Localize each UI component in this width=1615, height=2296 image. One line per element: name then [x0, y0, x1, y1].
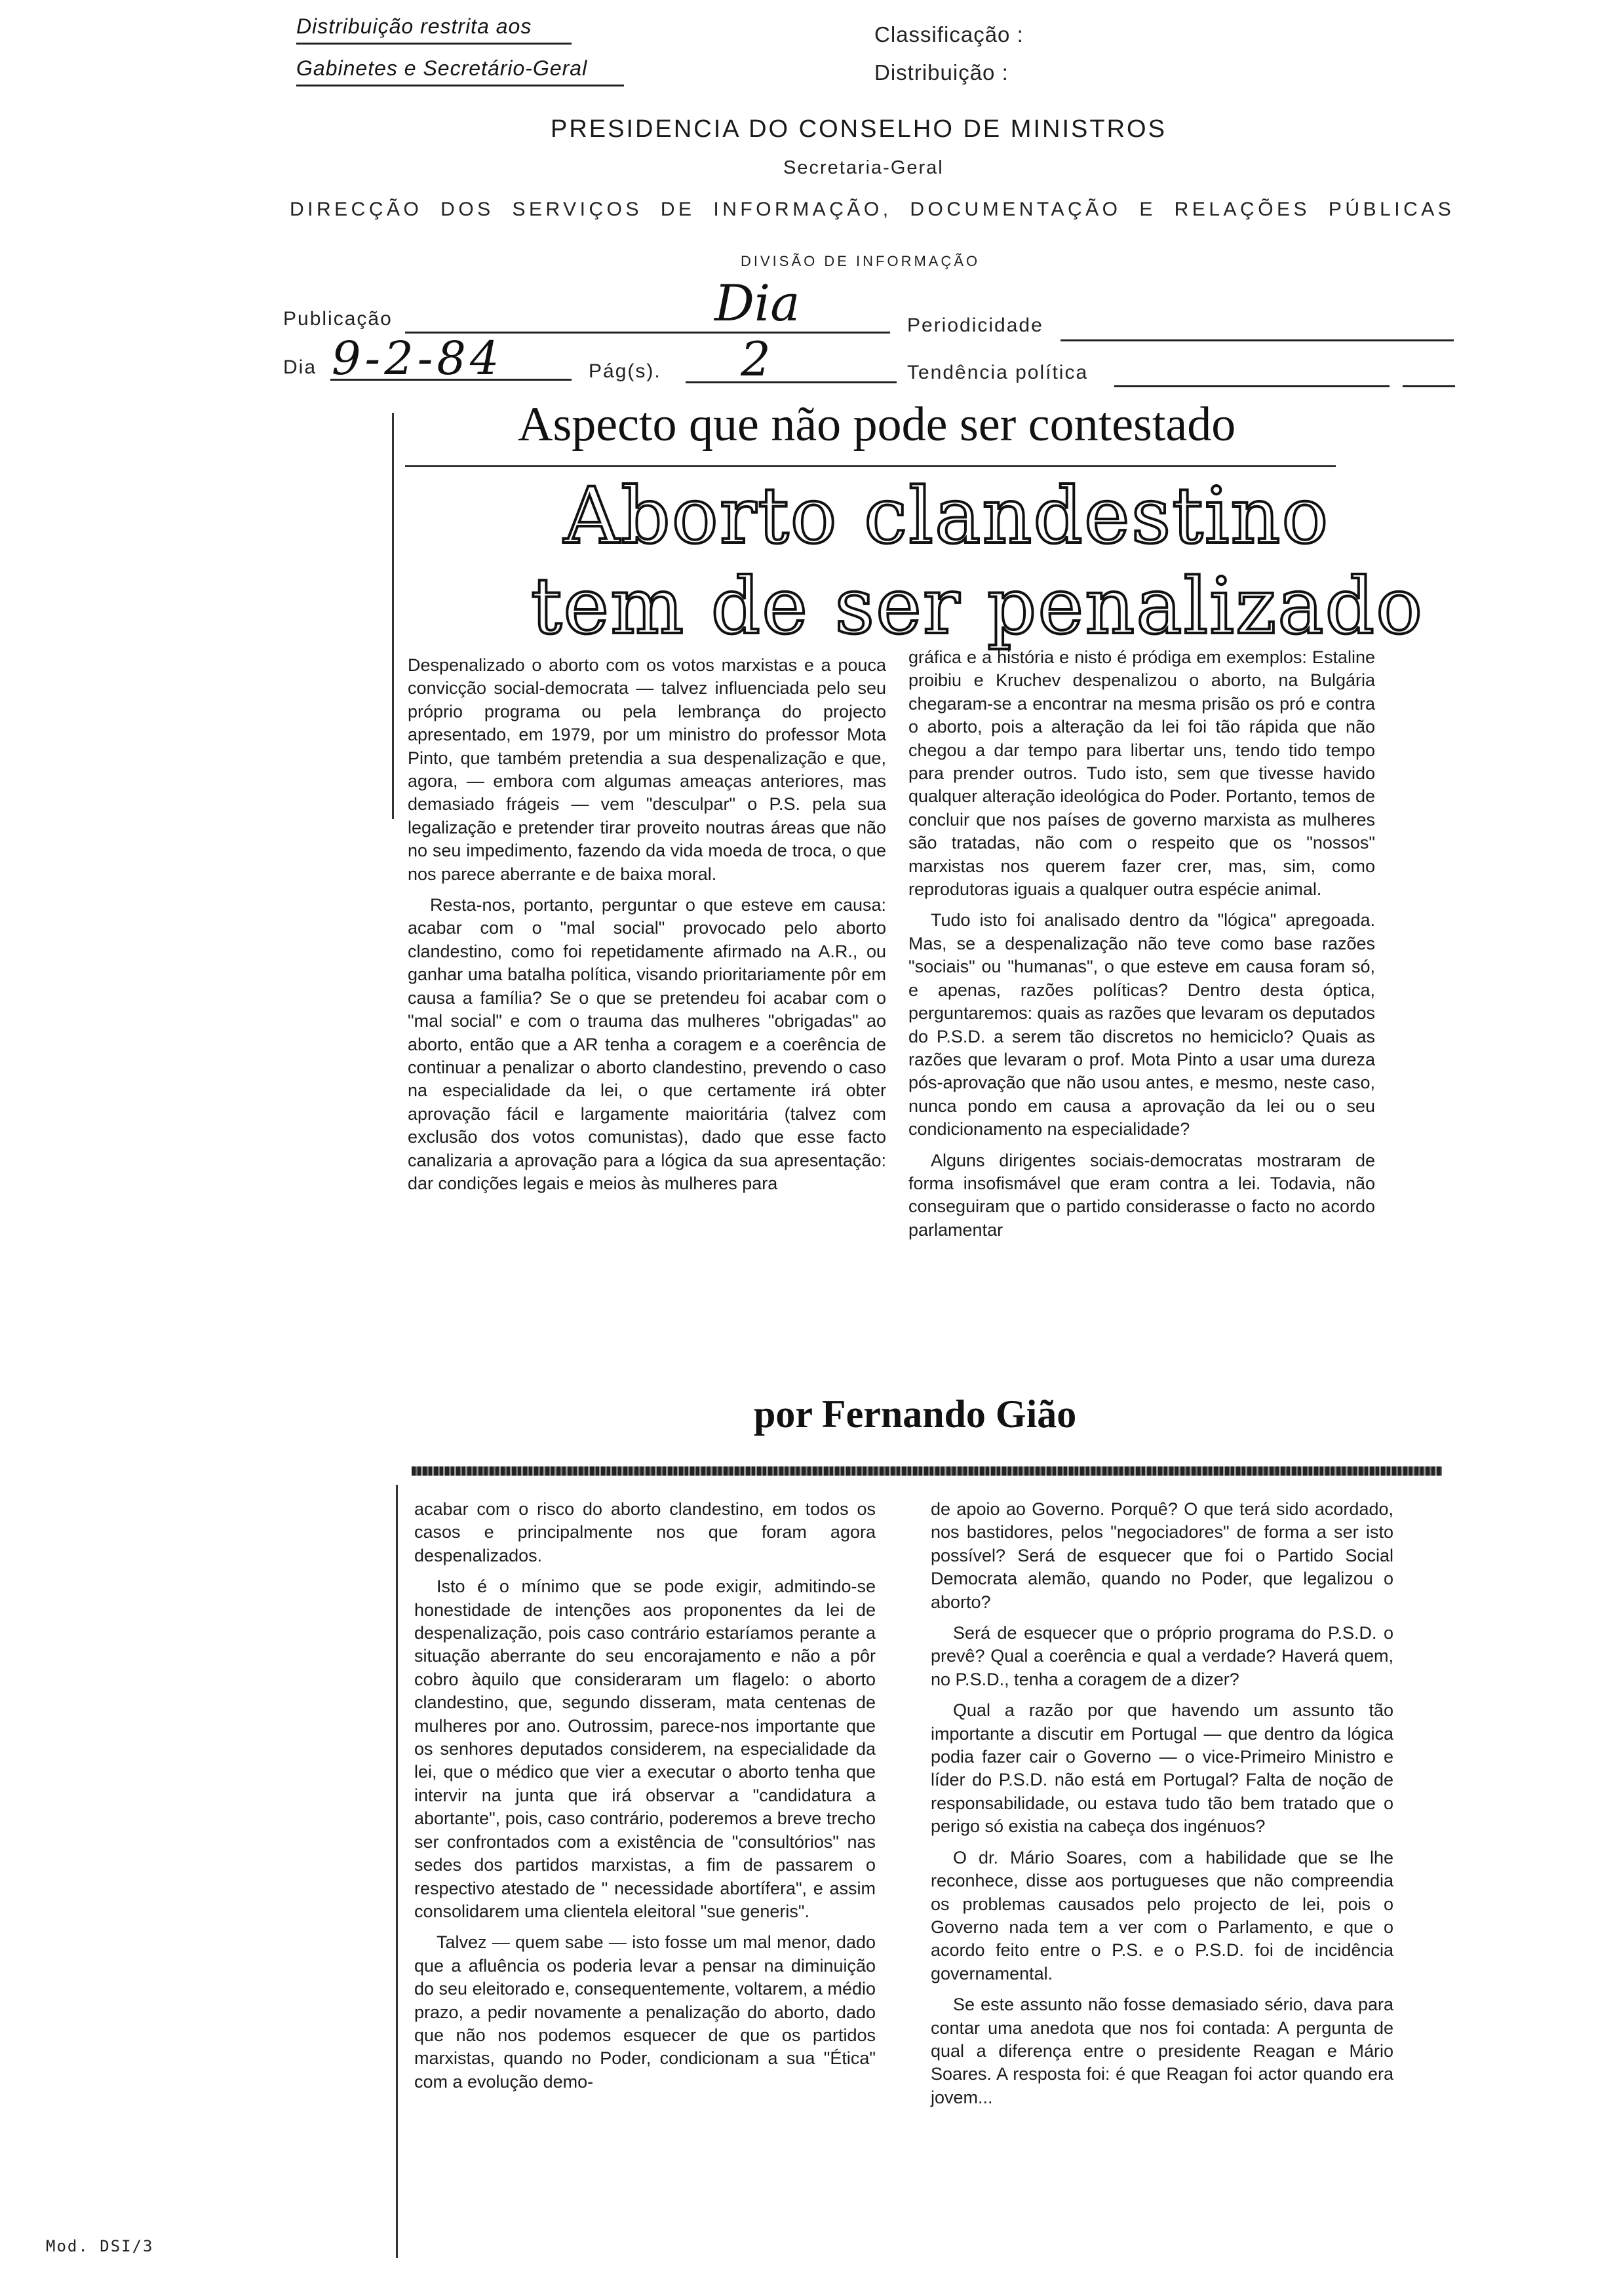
article-column-1: [408, 654, 886, 1203]
periodicidade-line: [1060, 339, 1454, 341]
col3-paragraph-1: acabar com o risco do aborto clandestino, em todos os casos e principalmente nos que foram agora despenalizados.: [414, 1499, 876, 1565]
classificacao-label: Classificação :: [874, 22, 1024, 47]
col1-paragraph-1: Despenalizado o aborto com os votos marxistas e a pouca convicção social-democrata — talvez influenciada pelo seu próprio programa ou pela lembrança do projecto apresentado, em 1979, por um ministro do professor Mota Pinto, que também pretendia a sua despenalização e que, agora, — embora com algumas ameaças anteriores, mas demasiado frágeis — vem "desculpar" o P.S. pela sua legalização e pretender tirar proveito noutras áreas que não no seu impedimento, fazendo da vida moeda de troca, o que nos parece aberrante e de baixa moral.: [408, 655, 886, 884]
lower-left-rule: [396, 1485, 398, 2258]
col4-paragraph-5: Se este assunto não fosse demasiado sério, dava para contar uma anedota que nos foi contada: A pergunta de qual a diferença entre o presidente Reagan e Mário Soares. A resposta foi: é que Reagan foi actor quando era jovem...: [931, 1995, 1393, 2107]
tendencia-line: [1114, 385, 1390, 387]
model-code: Mod. DSI/3: [46, 2237, 154, 2255]
divisao-line: DIVISÃO DE INFORMAÇÃO: [741, 253, 981, 269]
publicacao-label: Publicação: [283, 308, 393, 330]
col4-paragraph-4: O dr. Mário Soares, com a habilidade que se lhe reconhece, disse aos portugueses que não compreendia os problemas causados pelo projecto de lei, pois o Governo nada tem a ver com o Parlamento, e que o acordo feito entre o P.S. e o P.S.D. foi de incidência governamental.: [931, 1847, 1393, 1983]
article-column-3: [414, 1498, 876, 2101]
article-byline: por Fernando Gião: [754, 1392, 1077, 1436]
col3-paragraph-2: Isto é o mínimo que se pode exigir, admitindo-se honestidade de intenções aos proponentes da lei de despenalização, pois caso contrário estaríamos perante a situação aberrante do seu encorajamento e não a pôr cobro àquilo que consideraram um flagelo: o aborto clandestino, que, segundo disseram, mata centenas de mulheres por ano. Outrossim, parece-nos importante que os senhores deputados considerem, na especialidade da lei, que o médico que vier a executar o aborto tenha que intervir na junta que irá observar a "candidatura a abortante", pois, caso contrário, poderemos a breve trecho ser confrontados com a existência de "consultórios" nas sedes dos partidos marxistas, a fim de passarem o respectivo atestado de " necessidade abortífera", e assim consolidarem uma clientela eleitoral "sue generis".: [414, 1577, 876, 1921]
direccao-line: DIRECÇÃO DOS SERVIÇOS DE INFORMAÇÃO, DOCUMENTAÇÃO E RELAÇÕES PÚBLICAS: [290, 199, 1455, 220]
byline-rule: [412, 1466, 1442, 1476]
dia-handwritten: 9-2-84: [332, 332, 503, 385]
col2-paragraph-3: Alguns dirigentes sociais-democratas mostraram de forma insofismável que eram contra a lei. Todavia, não conseguiram que o partido considerasse o facto no acordo parlamentar: [908, 1150, 1375, 1240]
tendencia-line-end: [1403, 385, 1455, 387]
kicker-rule: [405, 465, 1336, 467]
article-kicker: Aspecto que não pode ser contestado: [518, 398, 1236, 451]
pags-label: Pág(s).: [589, 360, 661, 382]
periodicidade-label: Periodicidade: [907, 315, 1043, 336]
tendencia-label: Tendência política: [907, 362, 1089, 383]
publicacao-handwritten: Dia: [714, 274, 800, 332]
pags-line: [686, 381, 897, 383]
headline-line-2: tem de ser penalizado: [531, 561, 1424, 651]
pags-handwritten: 2: [741, 332, 771, 387]
col2-paragraph-1: gráfica e a história e nisto é pródiga em exemplos: Estaline proibiu e Kruchev despenalizou o aborto, na Bulgária chegaram-se a encontrar na mesma prisão os pró e contra o aborto, pois a alteração da lei foi tão rápida que não chegou a dar tempo para libertar uns, tendo tido tempo para prender outros. Tudo isto, sem que tivesse havido qualquer alteração ideológica do Poder. Portanto, temos de concluir que nos países de governo marxista as mulheres são tratadas, não com o respeito que os "nossos" marxistas nos querem fazer crer, mas, sim, como reprodutoras iguais a qualquer outra espécie animal.: [908, 647, 1375, 900]
col4-paragraph-3: Qual a razão por que havendo um assunto tão importante a discutir em Portugal — que dentro da lógica podia fazer cair o Governo — o vice-Primeiro Ministro e líder do P.S.D. não está em Portugal? Falta de noção de responsabilidade, ou estava tudo tão bem tratado que o perigo só existia na cabeça dos ingénuos?: [931, 1700, 1393, 1837]
distribution-line-1: Distribuição restrita aos: [296, 14, 572, 45]
article-column-2: [908, 646, 1375, 1250]
col1-paragraph-2: Resta-nos, portanto, perguntar o que esteve em causa: acabar com o "mal social" provocado pelo aborto clandestino, como foi repetidamente afirmado na A.R., ou ganhar uma batalha política, visando prioritariamente pôr em causa a família? Se o que se pretendeu foi acabar com o "mal social" e com o trauma das mulheres "obrigadas" ao aborto, então que a AR tenha a coragem e a coerência de continuar a penalizar o aborto clandestino, prevendo o caso na especialidade da lei, o que certamente irá obter aprovação fácil e largamente maioritária (talvez com exclusão dos votos comunistas), dado que esse facto canalizaria a aprovação para a lógica da sua apresentação: dar condições legais e meios às mulheres para: [408, 895, 886, 1193]
article-column-4: [931, 1498, 1393, 2117]
distribution-line-2: Gabinetes e Secretário-Geral: [296, 56, 624, 86]
distribution-note: [296, 14, 663, 86]
distribuicao-label: Distribuição :: [874, 60, 1009, 85]
col3-paragraph-3: Talvez — quem sabe — isto fosse um mal menor, dado que a afluência os poderia levar a pensar na diminuição do seu eleitorado e, consequentemente, voltarem, a médio prazo, a pedir novamente a penalização do aborto, dado que não nos podemos esquecer de que os partidos marxistas, quando no Poder, condicionam a sua "Ética" com a evolução demo-: [414, 1932, 876, 2092]
secretaria-geral: Secretaria-Geral: [783, 157, 944, 178]
col4-paragraph-2: Será de esquecer que o próprio programa do P.S.D. o prevê? Qual a coerência e qual a verdade? Haverá quem, no P.S.D., tenha a coragem de a dizer?: [931, 1623, 1393, 1689]
organization-name: PRESIDENCIA DO CONSELHO DE MINISTROS: [551, 115, 1167, 143]
clipping-left-rule: [392, 413, 394, 819]
col2-paragraph-2: Tudo isto foi analisado dentro da "lógica" apregoada. Mas, se a despenalização não teve como base razões "sociais" ou "humanas", o que esteve em causa foram só, e apenas, razões políticas? Dentro desta óptica, perguntaremos: quais as razões que levaram os deputados do P.S.D. a serem tão discretos no hemiciclo? Quais as razões que levaram o prof. Mota Pinto a usar uma dureza pós-aprovação que não usou antes, e mesmo, neste caso, nunca pondo em causa a aprovação da lei ou o seu condicionamento na especialidade?: [908, 910, 1375, 1139]
headline-line-1: Aborto clandestino: [564, 470, 1330, 561]
dia-label: Dia: [283, 356, 317, 378]
col4-paragraph-1: de apoio ao Governo. Porquê? O que terá sido acordado, nos bastidores, pelos "negociadores" de forma a ser isto possível? Será de esquecer que foi o Partido Social Democrata alemão, quando no Poder, que legalizou o aborto?: [931, 1499, 1393, 1612]
